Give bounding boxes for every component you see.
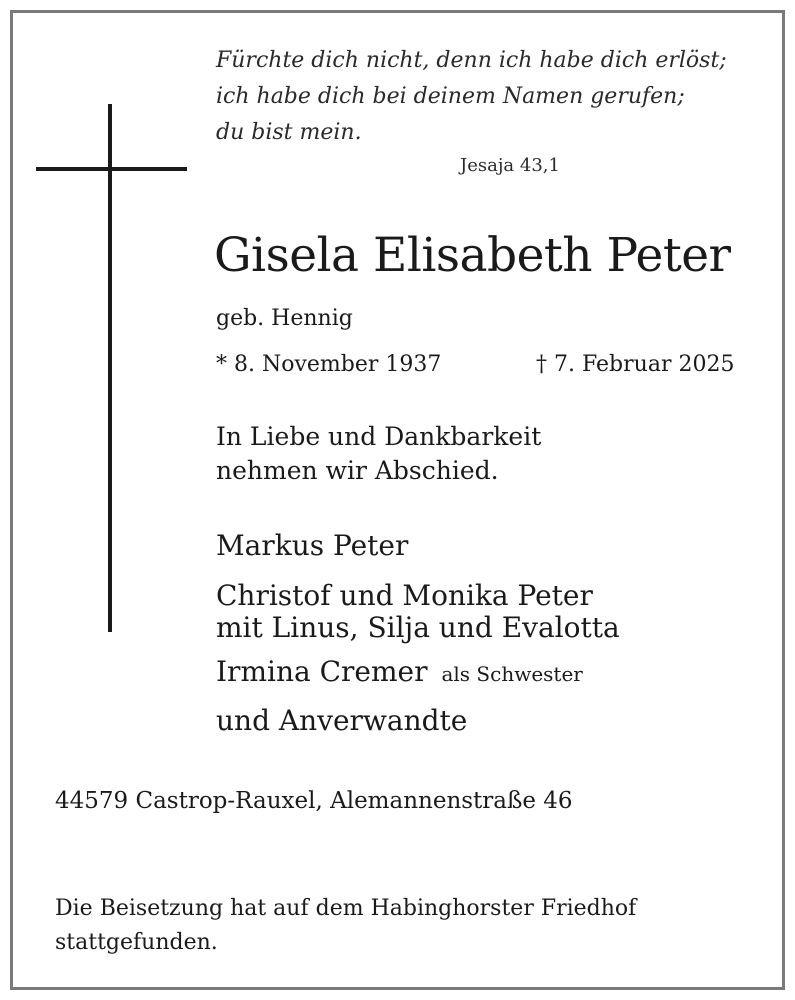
mourner-line: mit Linus, Silja und Evalotta (216, 611, 620, 644)
death-date: † 7. Februar 2025 (536, 352, 735, 377)
address: 44579 Castrop-Rauxel, Alemannenstraße 46 (55, 788, 573, 814)
funeral-line: Die Beisetzung hat auf dem Habinghorster Friedhof (55, 896, 637, 921)
birth-date: * 8. November 1937 (216, 352, 442, 377)
farewell-line: In Liebe und Dankbarkeit (216, 422, 542, 451)
funeral-note (55, 892, 636, 960)
mourner-line: Christof und Monika Peter (216, 579, 593, 612)
verse-line: ich habe dich bei deinem Namen gerufen; (216, 84, 685, 109)
notice-border (10, 10, 785, 990)
verse-line: Fürchte dich nicht, denn ich habe dich erlöst; (216, 48, 727, 73)
mourner-name: Markus Peter (216, 529, 409, 562)
deceased-name: Gisela Elisabeth Peter (214, 228, 731, 283)
mourner-sister (216, 656, 583, 690)
bible-verse (216, 43, 727, 151)
farewell-line: nehmen wir Abschied. (216, 456, 499, 485)
farewell-text (216, 420, 541, 488)
relation-note: als Schwester (441, 662, 583, 686)
funeral-line: stattgefunden. (55, 930, 218, 955)
verse-line: du bist mein. (216, 120, 362, 145)
mourner-family (216, 580, 620, 644)
cross-vertical-bar (108, 104, 112, 632)
cross-horizontal-bar (36, 167, 187, 171)
birth-name: geb. Hennig (216, 306, 353, 331)
verse-reference: Jesaja 43,1 (460, 155, 560, 176)
mourner-name: Irmina Cremer (216, 655, 428, 688)
mourner-relatives: und Anverwandte (216, 704, 468, 737)
